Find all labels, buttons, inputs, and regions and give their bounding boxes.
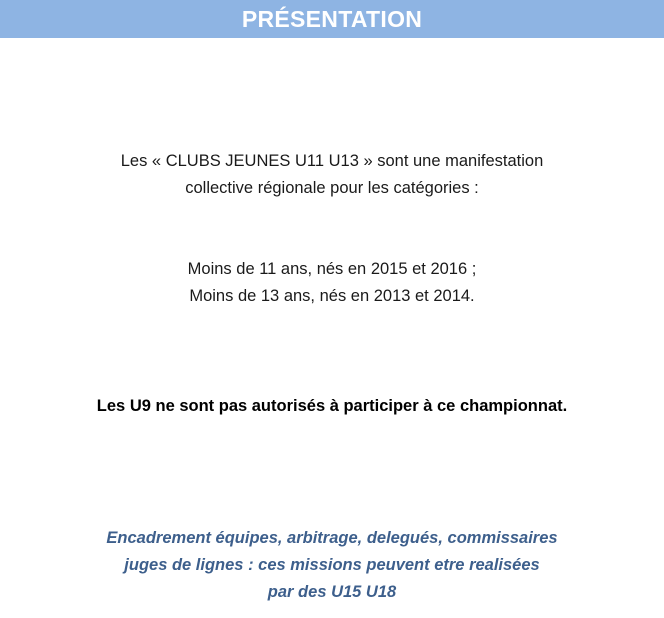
age-category-u11: Moins de 11 ans, nés en 2015 et 2016 ; xyxy=(187,260,477,278)
age-category-u13: Moins de 13 ans, nés en 2013 et 2014. xyxy=(189,287,475,305)
page-title: PRÉSENTATION xyxy=(241,5,423,32)
age-categories xyxy=(0,256,664,310)
staffing-line: juges de lignes : ces missions peuvent etre realisées xyxy=(124,556,540,574)
section-header xyxy=(0,0,664,38)
staffing-note xyxy=(0,525,664,606)
staffing-line: Encadrement équipes, arbitrage, delegués, commissaires xyxy=(106,529,558,547)
intro-line: Les « CLUBS JEUNES U11 U13 » sont une manifestation xyxy=(120,152,544,170)
intro-line: collective régionale pour les catégories : xyxy=(185,179,479,197)
staffing-line: par des U15 U18 xyxy=(267,583,397,601)
intro-paragraph xyxy=(0,148,664,202)
u9-notice xyxy=(0,393,664,420)
notice-text: Les U9 ne sont pas autorisés à participer à ce championnat. xyxy=(96,397,568,415)
